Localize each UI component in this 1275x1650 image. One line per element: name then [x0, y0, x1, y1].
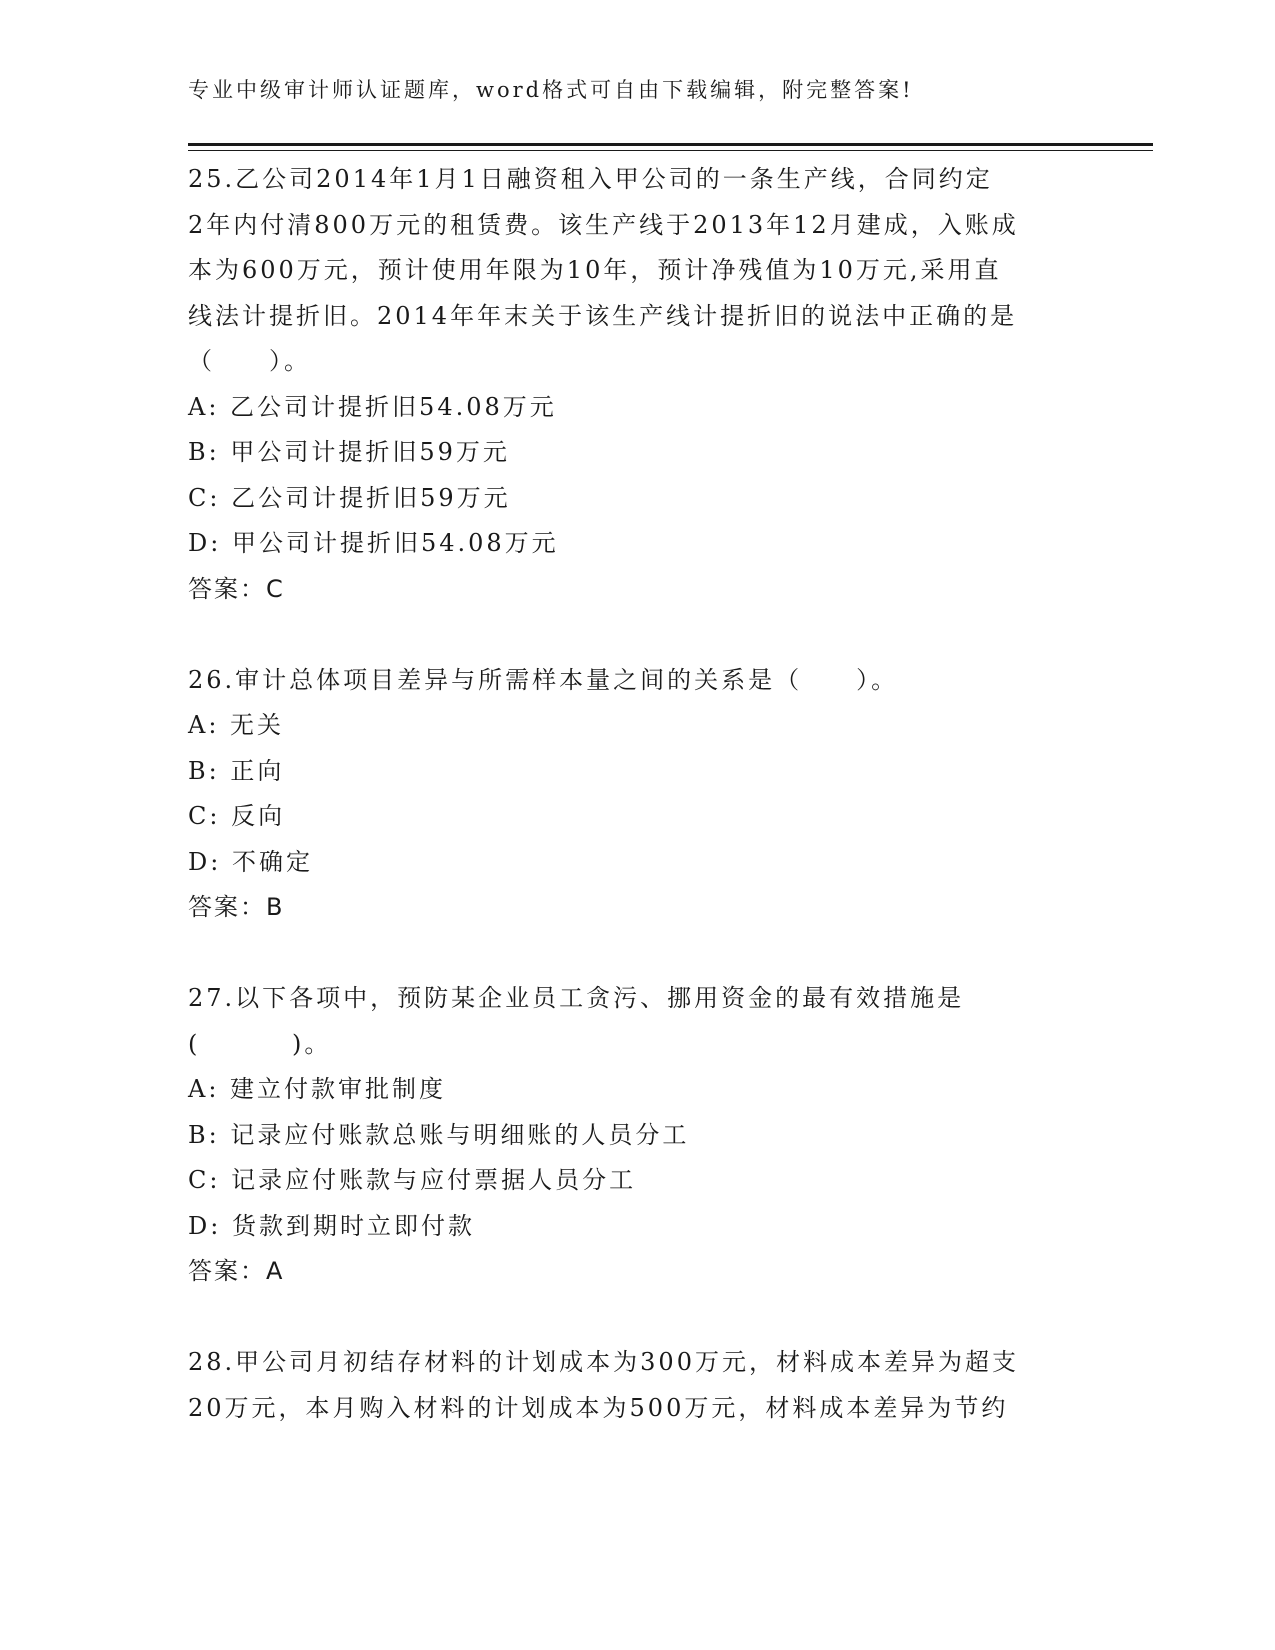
option-b: B: 甲公司计提折旧59万元	[188, 438, 510, 466]
option-a: A: 无关	[188, 711, 285, 739]
spacer	[188, 931, 1088, 977]
question-stem-line: 26.审计总体项目差异与所需样本量之间的关系是（ ）。	[188, 665, 899, 694]
page-header: 专业中级审计师认证题库，word格式可自由下载编辑，附完整答案!	[188, 78, 914, 102]
answer: 答案：A	[188, 1257, 285, 1285]
spacer	[188, 612, 1088, 658]
option-a: A: 乙公司计提折旧54.08万元	[188, 392, 557, 421]
option-b: B: 正向	[188, 756, 285, 785]
option-d: D: 甲公司计提折旧54.08万元	[188, 529, 559, 557]
option-c: C: 反向	[188, 802, 286, 830]
option-d: D: 不确定	[188, 847, 313, 876]
option-c: C: 乙公司计提折旧59万元	[188, 483, 511, 512]
question-27	[188, 976, 1088, 1295]
answer: 答案：C	[188, 574, 285, 603]
question-stem-line: 2年内付清800万元的租赁费。该生产线于2013年12月建成，入账成	[188, 210, 1019, 239]
question-list	[188, 157, 1088, 1431]
question-stem-line: 20万元，本月购入材料的计划成本为500万元，材料成本差异为节约	[188, 1393, 1009, 1422]
option-b: B: 记录应付账款总账与明细账的人员分工	[188, 1120, 690, 1149]
answer: 答案：B	[188, 893, 285, 921]
header-divider-thick	[188, 143, 1153, 146]
question-stem-line: ( )。	[188, 1029, 332, 1058]
question-stem-line: 27.以下各项中，预防某企业员工贪污、挪用资金的最有效措施是	[188, 984, 965, 1012]
question-stem-line: 本为600万元，预计使用年限为10年，预计净残值为10万元,采用直	[188, 256, 1002, 284]
question-stem-line: 28.甲公司月初结存材料的计划成本为300万元，材料成本差异为超支	[188, 1348, 1019, 1376]
option-c: C: 记录应付账款与应付票据人员分工	[188, 1166, 637, 1194]
question-stem-line: 25.乙公司2014年1月1日融资租入甲公司的一条生产线，合同约定	[188, 165, 993, 193]
option-a: A: 建立付款审批制度	[188, 1075, 447, 1103]
question-26	[188, 658, 1088, 931]
question-28	[188, 1340, 1088, 1431]
question-stem-line: （ ）。	[188, 347, 311, 375]
option-d: D: 货款到期时立即付款	[188, 1211, 475, 1240]
header-divider-thin	[188, 150, 1153, 151]
question-stem-line: 线法计提折旧。2014年年末关于该生产线计提折旧的说法中正确的是	[188, 301, 1018, 330]
question-25	[188, 157, 1088, 612]
spacer	[188, 1295, 1088, 1341]
